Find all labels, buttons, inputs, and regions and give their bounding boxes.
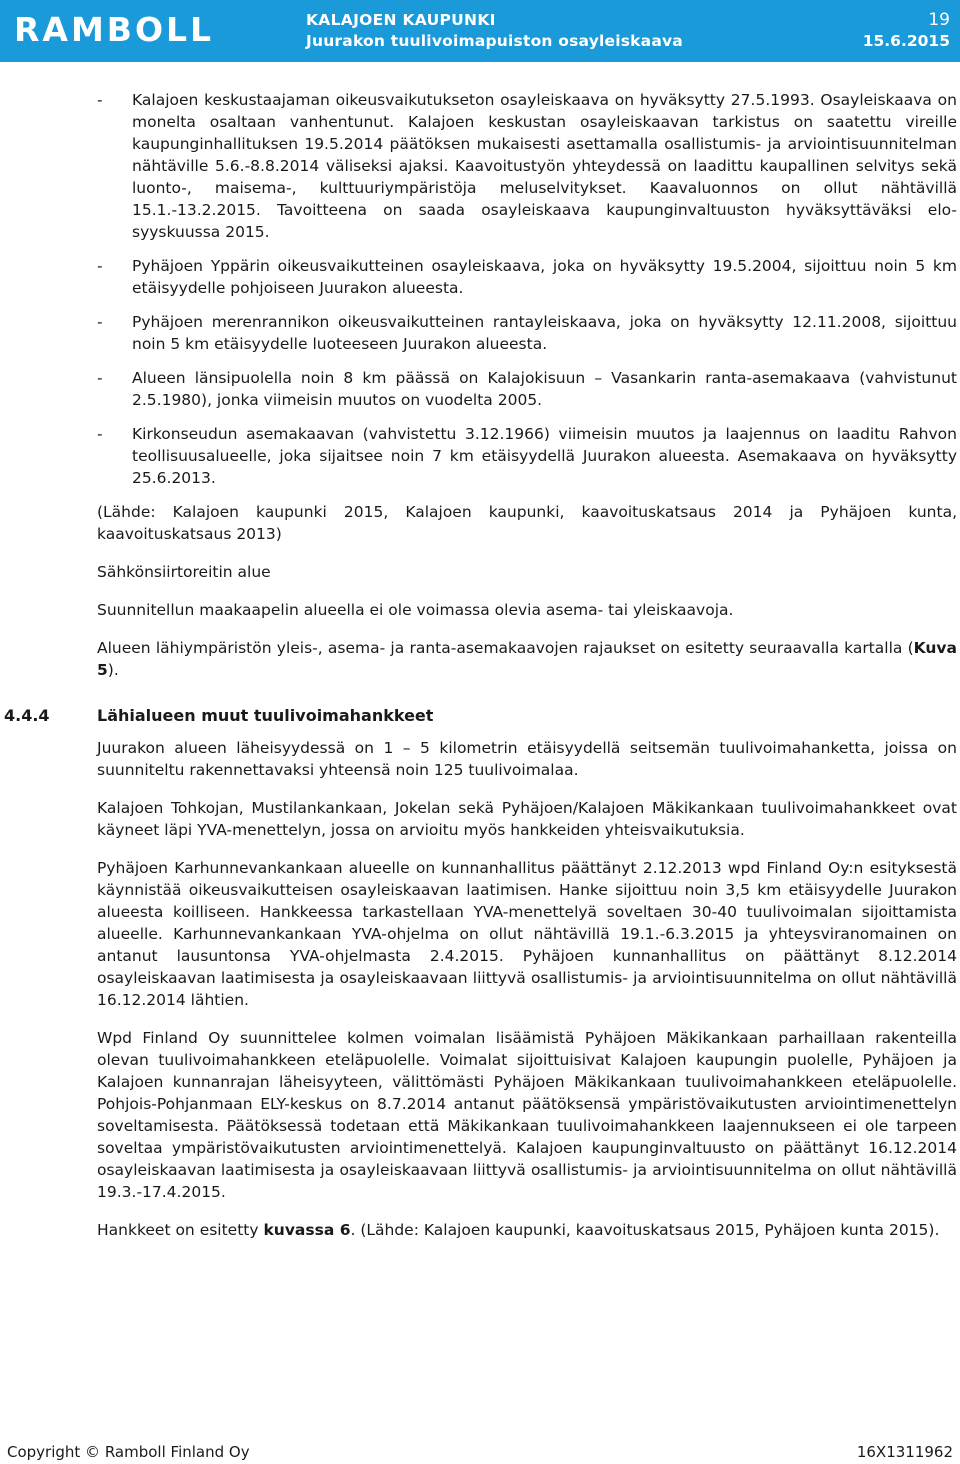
copyright-notice: Copyright © Ramboll Finland Oy [7, 1443, 250, 1461]
list-item [97, 423, 957, 489]
page-number: 19 [928, 10, 950, 30]
section-title: Lähialueen muut tuulivoimahankkeet [97, 706, 434, 725]
text-run: Alueen lähiympäristön yleis-, asema- ja ranta-asemakaavojen rajaukset on esitetty seuraavalla kartalla ( [97, 639, 914, 657]
figure-reference: Kuva 5 [97, 639, 957, 679]
paragraph: Kalajoen Tohkojan, Mustilankankaan, Jokelan sekä Pyhäjoen/Kalajoen Mäkikankaan tuulivoimahankkeet ovat käyneet läpi YVA-menettelyn, jossa on arvioitu myös hankkeiden yhteisvaikutuksia. [97, 799, 957, 839]
text-run: . (Lähde: Kalajoen kaupunki, kaavoituskatsaus 2015, Pyhäjoen kunta 2015). [350, 1221, 940, 1239]
paragraph: Suunnitellun maakaapelin alueella ei ole voimassa olevia asema- tai yleiskaavoja. [97, 601, 734, 619]
paragraph [97, 637, 957, 681]
paragraph: Pyhäjoen Karhunnevankankaan alueelle on kunnanhallitus päättänyt 2.12.2013 wpd Finland Oy:n esityksestä käynnistää oikeusvaikutteisen osayleiskaavan laatimisen. Hanke sijoittuu noin 3,5 km etäisyydelle Juurakon alueesta koilliseen. Hankkeessa tarkastellaan YVA-menettelyä soveltaen 30-40 tuulivoimalan sijoittamista alueelle. Karhunnevankankaan YVA-ohjelma on ollut nähtävillä 19.1.-6.3.2015 ja yhteysviranomainen on antanut lausuntonsa YVA-ohjelmasta 2.4.2015. Pyhäjoen kunnanhallitus on päättänyt 8.12.2014 osayleiskaavan laatimisesta ja osayleiskaavaan liittyvä osallistumis- ja arviointisuunnitelma on ollut nähtävillä 16.12.2014 lähtien. [97, 859, 957, 1009]
list-item-text: Pyhäjoen Yppärin oikeusvaikutteinen osayleiskaava, joka on hyväksytty 19.5.2004, sijoittuu noin 5 km etäisyydelle pohjoiseen Juurakon alueesta. [132, 257, 957, 297]
ramboll-logo: RAMBOLL [14, 10, 215, 49]
list-item [97, 89, 957, 243]
project-code: 16X1311962 [856, 1443, 953, 1461]
figure-reference: kuvassa 6 [263, 1221, 351, 1239]
subheading: Sähkönsiirtoreitin alue [97, 563, 271, 581]
list-item [97, 255, 957, 299]
paragraph: Juurakon alueen läheisyydessä on 1 – 5 kilometrin etäisyydellä seitsemän tuulivoimahanketta, joissa on suunniteltu rakennettavaksi yhteensä noin 125 tuulivoimalaa. [97, 739, 957, 779]
section-heading [4, 705, 957, 727]
list-item-text: Pyhäjoen merenrannikon oikeusvaikutteinen rantayleiskaava, joka on hyväksytty 12.11.2008, sijoittuu noin 5 km etäisyydelle luoteeseen Juurakon alueesta. [132, 313, 957, 353]
text-run: ). [107, 661, 119, 679]
list-dash: - [97, 425, 103, 443]
list-item [97, 311, 957, 355]
list-item [97, 367, 957, 411]
text-run: Hankkeet on esitetty [97, 1221, 264, 1239]
list-dash: - [97, 257, 103, 275]
list-item-text: Kirkonseudun asemakaavan (vahvistettu 3.12.1966) viimeisin muutos ja laajennus on laaditu Rahvon teollisuusalueelle, joka sijaitsee noin 7 km etäisyydellä Juurakon alueesta. Asemakaava on hyväksytty 25.6.2013. [132, 425, 957, 487]
list-dash: - [97, 313, 103, 331]
paragraph: Wpd Finland Oy suunnittelee kolmen voimalan lisäämistä Pyhäjoen Mäkikankaan parhaillaan rakenteilla olevan tuulivoimahankkeen eteläpuolelle. Voimalat sijoittuisivat Kalajoen kaupungin puolelle, Pyhäjoen ja Kalajoen kunnanrajan läheisyyteen, välittömästi Pyhäjoen Mäkikankaan tuulivoimahankkeen eteläpuolelle. Pohjois-Pohjanmaan ELY-keskus on 8.7.2014 antanut päätöksensä ympäristövaikutusten arviointimenettelyn soveltamisesta. Päätöksessä todetaan että Mäkikankaan tuulivoimahankkeen laajennukseen ei ole tarpeen soveltaa ympäristövaikutusten arviointimenettelyä. Kalajoen kaupunginvaltuusto on päättänyt 16.12.2014 osayleiskaavan laatimisesta ja osayleiskaavaan liittyvä osallistumis- ja arviointisuunnitelma on ollut nähtävillä 19.3.-17.4.2015. [97, 1029, 957, 1201]
list-dash: - [97, 91, 103, 109]
list-item-text: Kalajoen keskustaajaman oikeusvaikutukseton osayleiskaava on hyväksytty 27.5.1993. Osayleiskaava on monelta osaltaan vanhentunut. Kalajoen keskustan osayleiskaavan tarkistus on saatettu vireille kaupunginhallituksen 19.5.2014 päätöksen mukaisesti asettamalla osallistumis- ja arviointisuunnitelman nähtäville 5.6.-8.8.2014 väliseksi ajaksi. Kaavoitustyön yhteydessä on laadittu kaupallinen selvitys sekä luonto-, maisema-, kulttuuriympäristöja meluselvitykset. Kaavaluonnos on ollut nähtävillä 15.1.-13.2.2015. Tavoitteena on saada osayleiskaava kaupunginvaltuuston hyväksyttäväksi elo-syyskuussa 2015. [132, 91, 957, 241]
list-dash: - [97, 369, 103, 387]
section-number: 4.4.4 [4, 706, 50, 725]
document-subtitle: Juurakon tuulivoimapuiston osayleiskaava [306, 32, 683, 50]
document-title: KALAJOEN KAUPUNKI [306, 11, 496, 29]
page-content [4, 89, 957, 1257]
paragraph [97, 1219, 957, 1241]
header-bar [0, 0, 960, 62]
page-footer [7, 1442, 953, 1462]
source-note: (Lähde: Kalajoen kaupunki 2015, Kalajoen kaupunki, kaavoituskatsaus 2014 ja Pyhäjoen kunta, kaavoituskatsaus 2013) [97, 503, 957, 543]
document-date: 15.6.2015 [862, 32, 950, 50]
list-item-text: Alueen länsipuolella noin 8 km päässä on Kalajokisuun – Vasankarin ranta-asemakaava (vahvistunut 2.5.1980), jonka viimeisin muutos on vuodelta 2005. [132, 369, 957, 409]
